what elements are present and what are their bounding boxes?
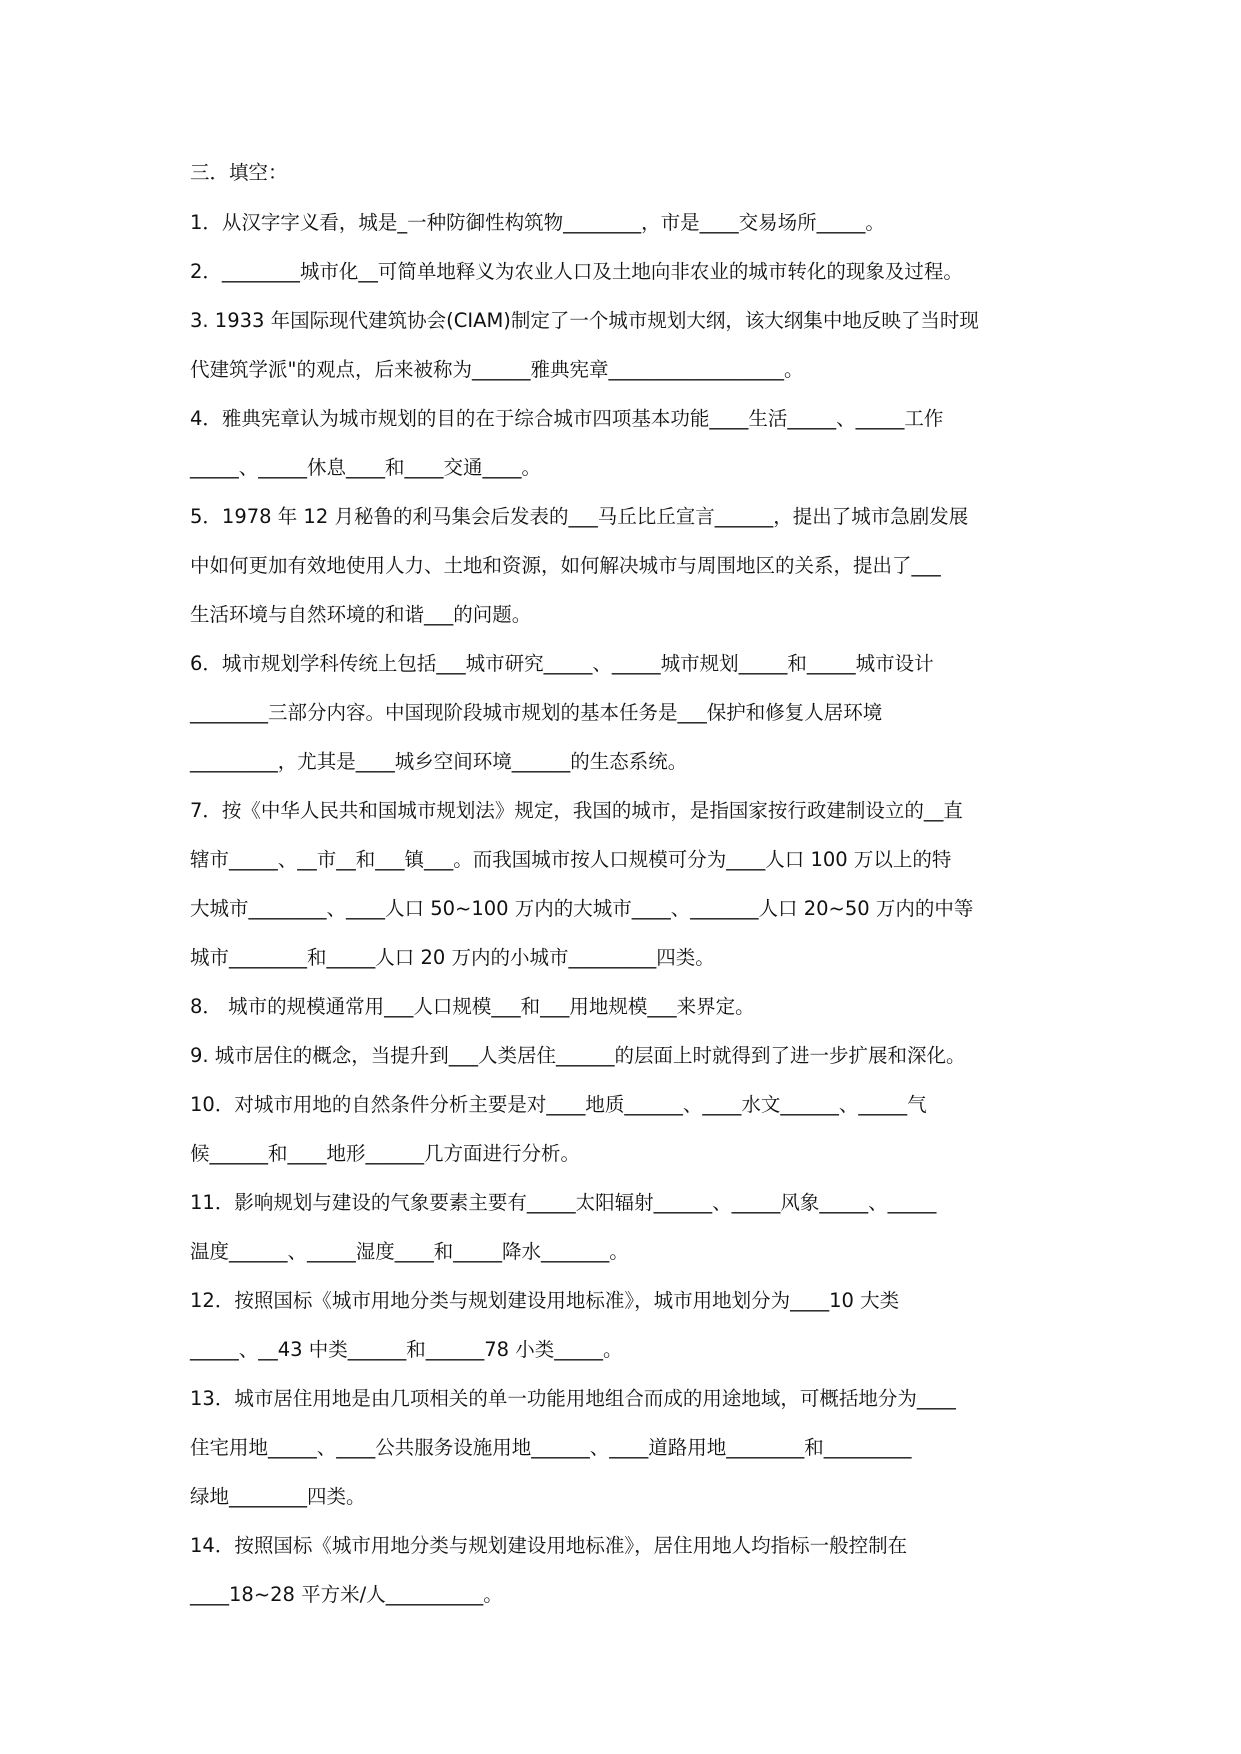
question-13-line-3: 绿地________四类。 [190, 1485, 366, 1508]
question-6-line-1: 6．城市规划学科传统上包括___城市研究_____、_____城市规划_____和_____城市设计 [190, 652, 934, 675]
question-5-line-1: 5．1978 年 12 月秘鲁的利马集会后发表的___马丘比丘宣言______，提出了城市急剧发展 [190, 505, 969, 528]
question-9-line-1: 9. 城市居住的概念，当提升到___人类居住______的层面上时就得到了进一步扩展和深化。 [190, 1044, 966, 1067]
question-7-line-1: 7．按《中华人民共和国城市规划法》规定，我国的城市，是指国家按行政建制设立的__直 [190, 799, 963, 822]
question-1-line-1: 1．从汉字字义看，城是_一种防御性构筑物________，市是____交易场所_____。 [190, 211, 885, 234]
question-4-line-2: _____、_____休息____和____交通____。 [190, 456, 542, 479]
question-7-line-4: 城市________和_____人口 20 万内的小城市_________四类。 [190, 946, 715, 969]
question-11-line-1: 11．影响规划与建设的气象要素主要有_____太阳辐射______、_____风象_____、_____ [190, 1191, 937, 1214]
section-title: 三．填空： [190, 161, 288, 184]
question-14-line-1: 14．按照国标《城市用地分类与规划建设用地标准》，居住用地人均指标一般控制在 [190, 1534, 908, 1557]
question-6-line-2: ________三部分内容。中国现阶段城市规划的基本任务是___保护和修复人居环境 [190, 701, 883, 724]
question-14-line-2: ____18~28 平方米/人__________。 [190, 1583, 503, 1606]
question-7-line-2: 辖市_____、__市__和___镇___。而我国城市按人口规模可分为____人口 100 万以上的特 [190, 848, 952, 871]
question-11-line-2: 温度______、_____湿度____和_____降水_______。 [190, 1240, 629, 1263]
question-10-line-2: 候______和____地形______几方面进行分析。 [190, 1142, 581, 1165]
question-13-line-1: 13．城市居住用地是由几项相关的单一功能用地组合而成的用途地域，可概括地分为____ [190, 1387, 956, 1410]
question-13-line-2: 住宅用地_____、____公共服务设施用地______、____道路用地________和_________ [190, 1436, 912, 1459]
question-7-line-3: 大城市________、____人口 50~100 万内的大城市____、_______人口 20~50 万内的中等 [190, 897, 974, 920]
question-3-line-1: 3. 1933 年国际现代建筑协会(CIAM)制定了一个城市规划大纲，该大纲集中地反映了当时现 [190, 309, 979, 332]
question-5-line-3: 生活环境与自然环境的和谐___的问题。 [190, 603, 532, 626]
question-4-line-1: 4．雅典宪章认为城市规划的目的在于综合城市四项基本功能____生活_____、_____工作 [190, 407, 944, 430]
question-12-line-2: _____、__43 中类______和______78 小类_____。 [190, 1338, 623, 1361]
question-2-line-1: 2．________城市化__可简单地释义为农业人口及土地向非农业的城市转化的现象及过程。 [190, 260, 963, 283]
question-10-line-1: 10．对城市用地的自然条件分析主要是对____地质______、____水文______、_____气 [190, 1093, 927, 1116]
question-3-line-2: 代建筑学派"的观点，后来被称为______雅典宪章__________________。 [190, 358, 804, 381]
question-12-line-1: 12．按照国标《城市用地分类与规划建设用地标准》，城市用地划分为____10 大类 [190, 1289, 900, 1312]
question-5-line-2: 中如何更加有效地使用人力、土地和资源，如何解决城市与周围地区的关系，提出了___ [190, 554, 941, 577]
question-6-line-3: _________，尤其是____城乡空间环境______的生态系统。 [190, 750, 688, 773]
question-8-line-1: 8． 城市的规模通常用___人口规模___和___用地规模___来界定。 [190, 995, 755, 1018]
